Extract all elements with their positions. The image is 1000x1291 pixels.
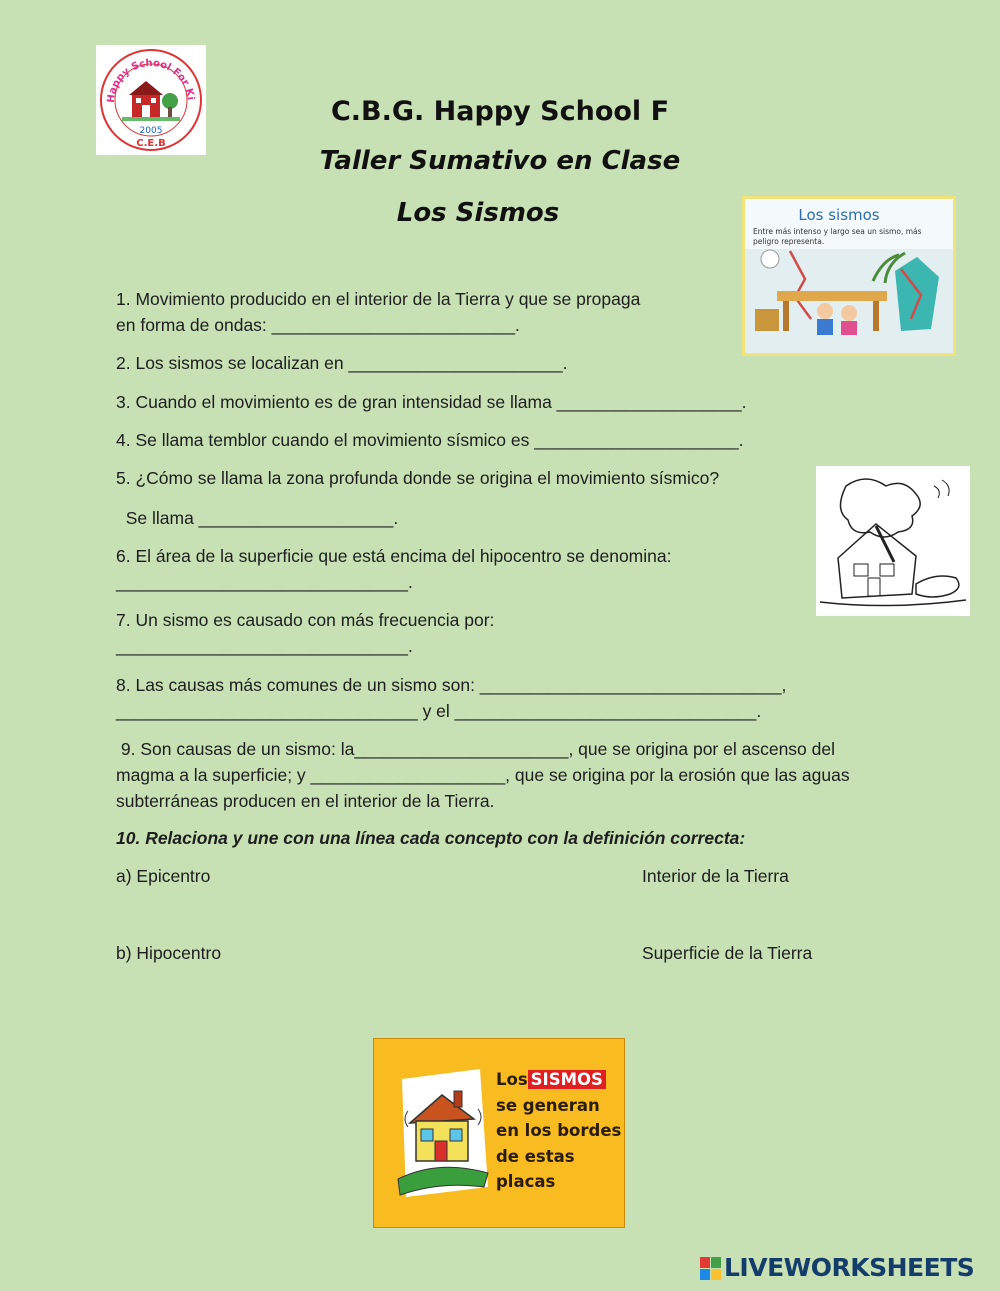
question-1-line1: 1. Movimiento producido en el interior de la Tierra y que se propaga [116, 289, 641, 309]
match-right-superficie[interactable]: Superficie de la Tierra [642, 943, 813, 963]
question-7-line2: ______________________________. [116, 636, 413, 656]
poster-line4: de estas [496, 1146, 575, 1166]
worksheet-topic: Los Sismos [396, 198, 560, 228]
school-title: C.B.G. Happy School F [330, 96, 670, 127]
question-8-line2: _______________________________ y el _______________________________. [116, 701, 762, 721]
earthquake-classroom-illustration [742, 196, 956, 356]
question-3: 3. Cuando el movimiento es de gran intensidad se llama ___________________. [116, 392, 747, 412]
question-9-line2: magma a la superficie; y ____________________, que se origina por la erosión que las aguas [116, 765, 850, 785]
logo-arc-text: Happy School For Ki [105, 57, 196, 104]
liveworksheets-logo-icon [700, 1257, 722, 1281]
logo-initials: C.E.B [136, 138, 166, 149]
question-5-line1: 5. ¿Cómo se llama la zona profunda donde se origina el movimiento sísmico? [116, 468, 720, 488]
image1-caption-line2: peligro representa. [753, 237, 825, 246]
image1-caption-line1: Entre más intenso y largo sea un sismo, más [753, 227, 922, 236]
shaking-house-icon [384, 1061, 496, 1201]
question-6-line2: ______________________________. [116, 572, 413, 592]
match-right-interior[interactable]: Interior de la Tierra [642, 866, 789, 886]
liveworksheets-watermark [700, 1253, 974, 1282]
poster-sismos-tag: SISMOS [528, 1070, 606, 1089]
question-7-line1: 7. Un sismo es causado con más frecuencia por: [116, 610, 495, 630]
question-2: 2. Los sismos se localizan en ______________________. [116, 353, 568, 373]
question-8-line1: 8. Las causas más comunes de un sismo son: _______________________________, [116, 675, 787, 695]
poster-line3: en los bordes [496, 1121, 622, 1140]
liveworksheets-text: LIVEWORKSHEETS [724, 1253, 975, 1282]
question-5-line2: Se llama ____________________. [116, 508, 399, 528]
worksheet-subtitle: Taller Sumativo en Clase [319, 146, 681, 176]
question-9-line1: 9. Son causas de un sismo: la______________________, que se origina por el ascenso del [116, 739, 836, 759]
poster-line1-prefix: Los [496, 1070, 528, 1089]
question-10-instructions: 10. Relaciona y une con una línea cada concepto con la definición correcta: [116, 828, 746, 848]
poster-line5: placas [496, 1172, 556, 1191]
question-4: 4. Se llama temblor cuando el movimiento sísmico es _____________________. [116, 430, 744, 450]
question-6-line1: 6. El área de la superficie que está encima del hipocentro se denomina: [116, 546, 672, 566]
image1-title: Los sismos [798, 206, 880, 224]
match-left-hipocentro[interactable]: b) Hipocentro [116, 943, 222, 963]
sismos-poster [373, 1038, 625, 1228]
question-9-line3: subterráneas producen en el interior de la Tierra. [116, 791, 495, 811]
question-1-line2: en forma de ondas: _________________________. [116, 315, 520, 335]
logo-year: 2005 [139, 126, 163, 136]
fallen-tree-house-illustration [816, 466, 970, 616]
match-left-epicentro[interactable]: a) Epicentro [116, 866, 211, 886]
poster-line2: se generan [496, 1095, 600, 1115]
